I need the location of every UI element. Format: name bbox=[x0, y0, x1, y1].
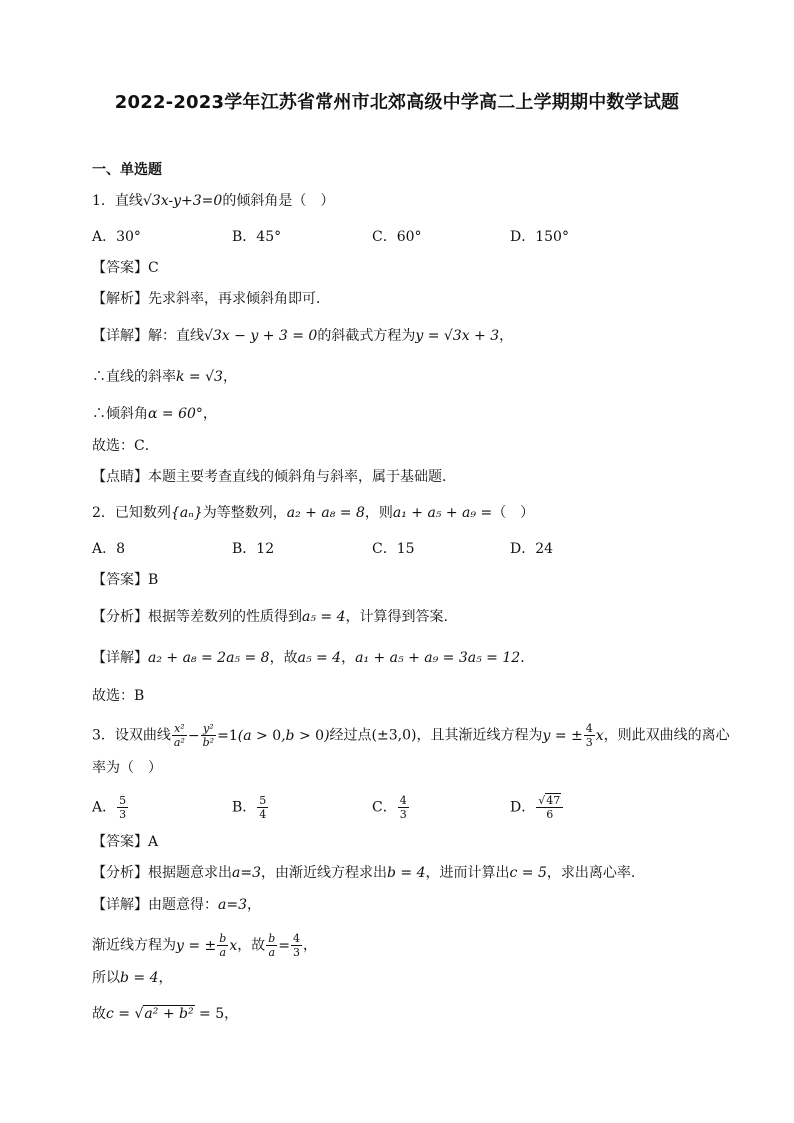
c-formula: c = √a² + b² = 5 bbox=[106, 1006, 225, 1022]
ratio-formula: $\frac{b}{a}$ = $\frac{4}{3}$ bbox=[268, 932, 301, 959]
q3-option-b: B． $\frac{5}{4}$ bbox=[232, 794, 267, 821]
q2-detail: 【详解】a₂ + a₈ = 2a₅ = 8，故a₅ = 4，a₁ + a₅ + a₉ = 3a₅ = 12. bbox=[92, 650, 525, 666]
q1-option-c: C．60° bbox=[372, 229, 422, 245]
q2-option-a: A．8 bbox=[92, 541, 126, 557]
q3-stem: 3．设双曲线 $\frac{\text{x²}}{\text{a²}}$ − $\frac{\text{y²}}{\text{b²}}$ =1(a > 0,b > 0)经过点(±3,0)，且其渐近线方程为y = ± $\frac{4}{3}$ x，则此双曲线的离心 bbox=[92, 722, 730, 749]
hyperbola-equation: $\frac{\text{x²}}{\text{a²}}$ − $\frac{\text{y²}}{\text{b²}}$ =1(a > 0,b > 0) bbox=[173, 722, 330, 749]
q1-answer: 【答案】C bbox=[92, 260, 159, 276]
asymptote-formula: y = ± $\frac{b}{a}$ x bbox=[176, 932, 238, 959]
q3-option-d: D． $\frac{√47}{6}$ bbox=[510, 794, 564, 821]
asymptote-equation: y = ± $\frac{4}{3}$ x bbox=[542, 722, 604, 749]
page-title: 2022-2023学年江苏省常州市北郊高级中学高二上学期期中数学试题 bbox=[114, 92, 680, 113]
q1-angle: ∴倾斜角α = 60°， bbox=[92, 406, 217, 422]
q2-stem: 2．已知数列{aₙ}为等整数列，a₂ + a₈ = 8，则a₁ + a₅ + a₉ =（ ） bbox=[92, 505, 535, 521]
q1-slope: ∴直线的斜率k = √3， bbox=[92, 369, 237, 385]
q3-detail: 【详解】由题意得：a=3， bbox=[92, 897, 261, 913]
q3-option-a: A． $\frac{5}{3}$ bbox=[92, 794, 127, 821]
q3-option-a-value: $\frac{5}{3}$ bbox=[119, 794, 127, 821]
q3-stem-line2: 率为（ ） bbox=[92, 760, 162, 776]
q3-c-value: 故c = √a² + b² = 5， bbox=[92, 1006, 239, 1022]
q2-answer: 【答案】B bbox=[92, 572, 159, 588]
q2-choose: 故选：B bbox=[92, 688, 145, 704]
q3-option-c: C． $\frac{4}{3}$ bbox=[372, 794, 407, 821]
q3-asymptote: 渐近线方程为y = ± $\frac{b}{a}$ x，故 $\frac{b}{a}$ = $\frac{4}{3}$ ， bbox=[92, 932, 318, 959]
q1-choose: 故选：C． bbox=[92, 438, 159, 454]
q1-option-b: B．45° bbox=[232, 229, 282, 245]
q3-answer: 【答案】A bbox=[92, 834, 159, 850]
q1-option-d: D．150° bbox=[510, 229, 569, 245]
q1-detail: 【详解】解：直线√3x − y + 3 = 0的斜截式方程为y = √3x + 3， bbox=[92, 328, 514, 344]
q2-analysis: 【分析】根据等差数列的性质得到a₅ = 4，计算得到答案. bbox=[92, 609, 448, 625]
q1-analysis: 【解析】先求斜率，再求倾斜角即可． bbox=[92, 291, 330, 307]
q1-comment: 【点睛】本题主要考查直线的倾斜角与斜率，属于基础题． bbox=[92, 469, 456, 485]
q3-analysis: 【分析】根据题意求出a=3，由渐近线方程求出b = 4，进而计算出c = 5，求出离心率. bbox=[92, 865, 636, 881]
q1-stem: 1．直线√3x-y+3=0的倾斜角是（ ） bbox=[92, 193, 335, 209]
q2-option-b: B．12 bbox=[232, 541, 275, 557]
q3-option-b-value: $\frac{5}{4}$ bbox=[259, 794, 267, 821]
q3-so: 所以b = 4， bbox=[92, 970, 173, 986]
q3-option-d-value: $\frac{√47}{6}$ bbox=[536, 794, 563, 821]
q2-option-c: C．15 bbox=[372, 541, 415, 557]
section-heading: 一、单选题 bbox=[92, 162, 162, 178]
q2-option-d: D．24 bbox=[510, 541, 554, 557]
q3-option-c-value: $\frac{4}{3}$ bbox=[399, 794, 407, 821]
q1-option-a: A．30° bbox=[92, 229, 141, 245]
